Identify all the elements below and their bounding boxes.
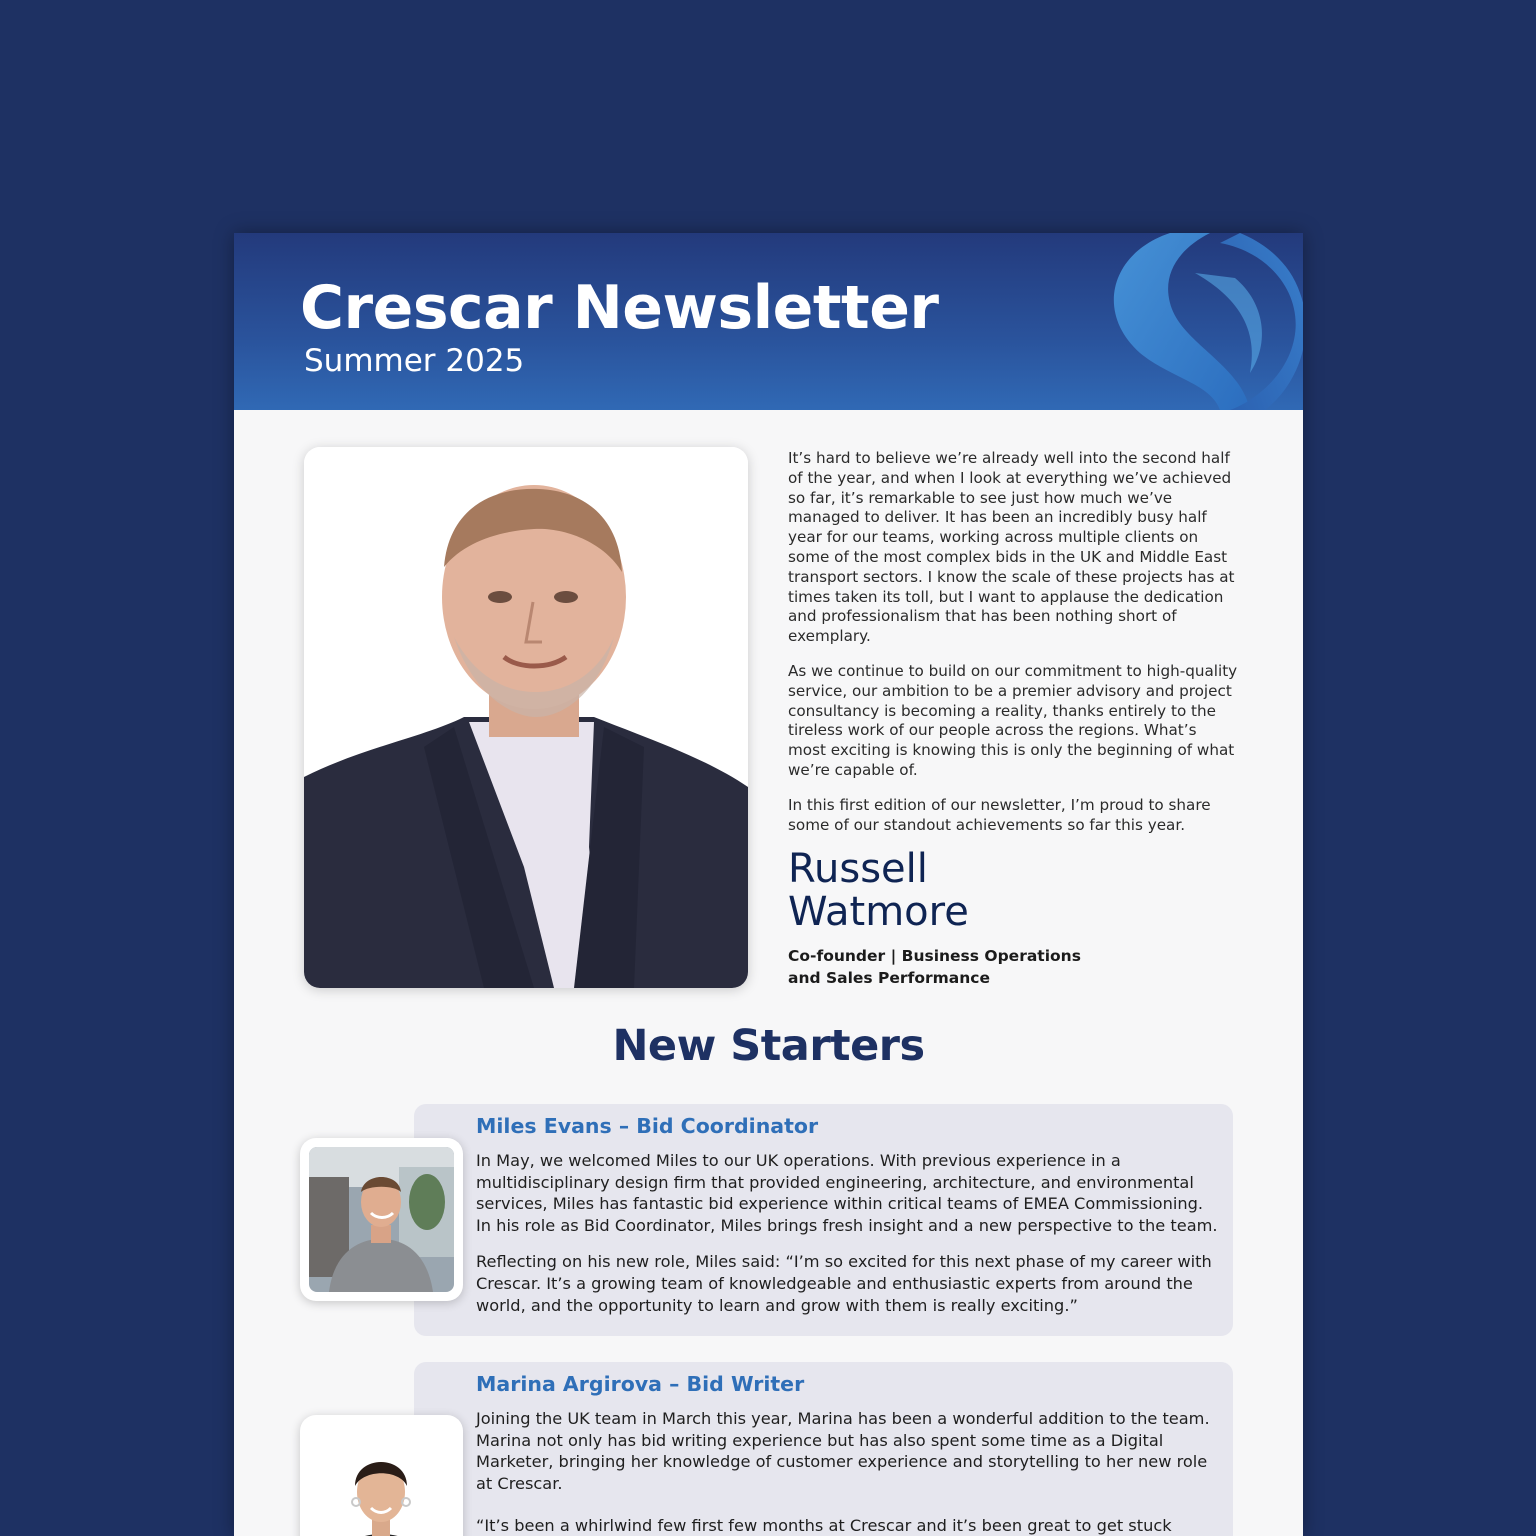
starter-paragraph: In May, we welcomed Miles to our UK operations. With previous experience in a multidisciplinary design firm that provided engineering, architecture, and environmental services, Miles has fantastic bid experience within critical teams of EMEA Commissioning. In his role as Bid Coordinator, Miles brings fresh insight and a new perspective to the team. [476, 1151, 1218, 1235]
newsletter-header [234, 233, 1303, 410]
starter-paragraph: “It’s been a whirlwind few first few months at Crescar and it’s been great to get stuck [476, 1516, 1172, 1536]
starter-name-title: Marina Argirova – Bid Writer [476, 1372, 805, 1396]
starter-name-title: Miles Evans – Bid Coordinator [476, 1114, 819, 1138]
intro-paragraph: As we continue to build on our commitment to high-quality service, our ambition to be a premier advisory and project consultancy is becoming a reality, thanks entirely to the tireless work of our people across the regions. What’s most exciting is knowing this is only the beginning of what we’re capable of. [788, 661, 1238, 779]
founder-role-line: Co-founder | Business Operations [788, 947, 1081, 965]
intro-paragraph: It’s hard to believe we’re already well into the second half of the year, and when I look at everything we’ve achieved so far, it’s remarkable to see just how much we’ve managed to deliver. It has been an incredibly busy half year for our teams, working across multiple clients on some of the most complex bids in the UK and Middle East transport sectors. I know the scale of these projects has at times taken its toll, but I want to applause the dedication and professionalism that has been nothing short of exemplary. [788, 449, 1235, 646]
starter-photo [300, 1138, 463, 1301]
intro-paragraph: In this first edition of our newsletter, I’m proud to share some of our standout achievements so far this year. [788, 795, 1211, 834]
founder-role [788, 945, 1108, 989]
newsletter-page [234, 233, 1303, 1536]
starter-bio [476, 1408, 1218, 1536]
founder-role-line: and Sales Performance [788, 969, 990, 987]
starter-paragraph: Joining the UK team in March this year, Marina has been a wonderful addition to the team. Marina not only has bid writing experience but has also spent some time as a Digital Marketer, bringing her knowledge of customer experience and storytelling to her new role at Crescar. [476, 1409, 1210, 1493]
starter-card [414, 1104, 1233, 1336]
newsletter-edition: Summer 2025 [304, 343, 525, 379]
starter-paragraph: Reflecting on his new role, Miles said: “I’m so excited for this next phase of my career with Crescar. It’s a growing team of knowledgeable and enthusiastic experts from around the world, and the opportunity to learn and grow with them is really exciting.” [476, 1252, 1212, 1315]
founder-name [788, 848, 1088, 934]
founder-first-name: Russell [788, 846, 928, 892]
crescar-swirl-logo [1100, 233, 1303, 410]
founder-last-name: Watmore [788, 889, 969, 935]
founder-intro [788, 449, 1238, 850]
founder-photo [304, 447, 748, 988]
starter-card [414, 1362, 1233, 1536]
starter-bio [476, 1150, 1218, 1331]
starter-photo [300, 1415, 463, 1536]
new-starters-heading: New Starters [612, 1021, 925, 1071]
newsletter-title: Crescar Newsletter [300, 273, 939, 343]
